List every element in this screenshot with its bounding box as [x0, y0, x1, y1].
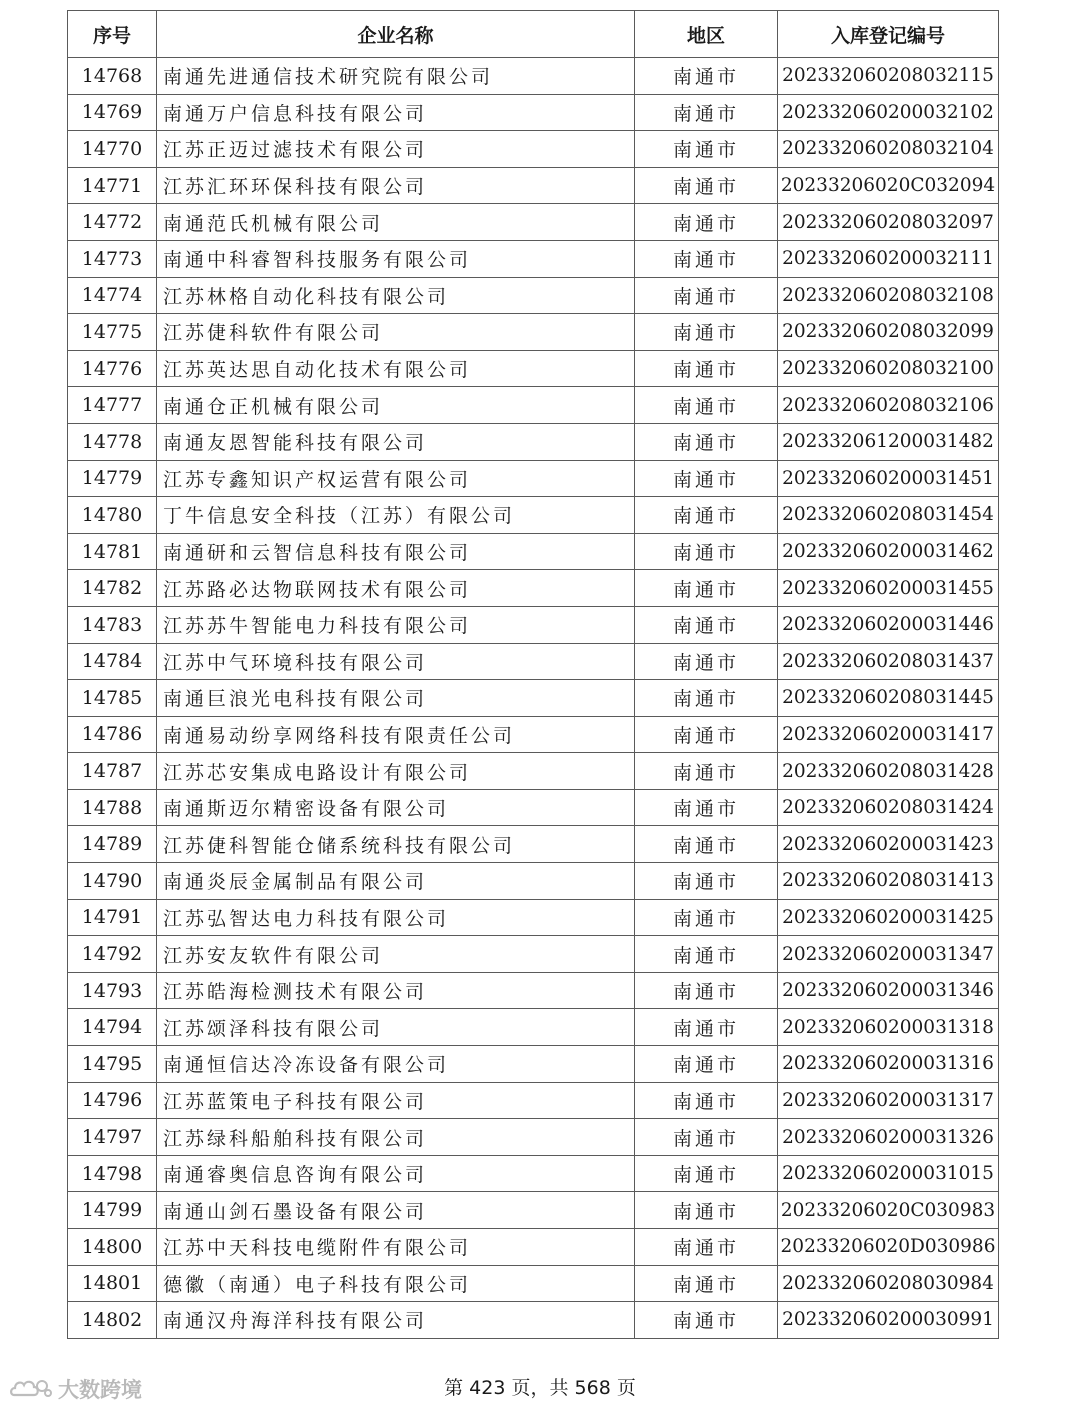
table-row	[68, 1229, 999, 1266]
table-row	[68, 899, 999, 936]
cell-registration-code: 20233206020C030983	[778, 1192, 999, 1229]
cell-registration-code: 202332060208031445	[778, 680, 999, 717]
cell-registration-code: 202332060200031316	[778, 1046, 999, 1083]
table-row	[68, 1302, 999, 1339]
cell-company-name: 江苏专鑫知识产权运营有限公司	[157, 460, 635, 497]
table-row	[68, 1265, 999, 1302]
cell-serial-number: 14779	[68, 460, 157, 497]
cell-region: 南通市	[635, 1009, 778, 1046]
cell-company-name: 南通先进通信技术研究院有限公司	[157, 58, 635, 95]
cell-region: 南通市	[635, 899, 778, 936]
cell-registration-code: 202332060200031346	[778, 972, 999, 1009]
table-row	[68, 240, 999, 277]
cell-serial-number: 14790	[68, 863, 157, 900]
table-row	[68, 936, 999, 973]
cell-company-name: 江苏绿科船舶科技有限公司	[157, 1119, 635, 1156]
header-company-name: 企业名称	[157, 11, 635, 58]
cell-registration-code: 202332060200032102	[778, 94, 999, 131]
cell-region: 南通市	[635, 350, 778, 387]
table-row	[68, 94, 999, 131]
cell-region: 南通市	[635, 1302, 778, 1339]
cell-registration-code: 202332060208031428	[778, 753, 999, 790]
cell-serial-number: 14768	[68, 58, 157, 95]
table-row	[68, 1119, 999, 1156]
cell-company-name: 南通范氏机械有限公司	[157, 204, 635, 241]
cell-serial-number: 14799	[68, 1192, 157, 1229]
cell-company-name: 南通斯迈尔精密设备有限公司	[157, 789, 635, 826]
enterprise-table-container	[67, 10, 998, 1339]
table-row	[68, 423, 999, 460]
cell-serial-number: 14784	[68, 643, 157, 680]
cell-serial-number: 14789	[68, 826, 157, 863]
cell-registration-code: 202332060200031317	[778, 1082, 999, 1119]
cell-region: 南通市	[635, 716, 778, 753]
cell-company-name: 南通炎辰金属制品有限公司	[157, 863, 635, 900]
table-row	[68, 606, 999, 643]
table-row	[68, 716, 999, 753]
cell-serial-number: 14778	[68, 423, 157, 460]
table-row	[68, 863, 999, 900]
cell-registration-code: 202332060200031318	[778, 1009, 999, 1046]
cell-registration-code: 202332060208032108	[778, 277, 999, 314]
cell-serial-number: 14792	[68, 936, 157, 973]
table-row	[68, 826, 999, 863]
cell-registration-code: 202332060208032100	[778, 350, 999, 387]
cell-registration-code: 202332060200031423	[778, 826, 999, 863]
cell-region: 南通市	[635, 1119, 778, 1156]
cell-company-name: 南通万户信息科技有限公司	[157, 94, 635, 131]
cell-serial-number: 14769	[68, 94, 157, 131]
cell-company-name: 南通睿奥信息咨询有限公司	[157, 1155, 635, 1192]
cell-region: 南通市	[635, 680, 778, 717]
cell-serial-number: 14793	[68, 972, 157, 1009]
cell-serial-number: 14802	[68, 1302, 157, 1339]
header-serial-number: 序号	[68, 11, 157, 58]
page-number-footer: 第 423 页，共 568 页	[444, 1377, 636, 1399]
cell-serial-number: 14782	[68, 570, 157, 607]
cell-serial-number: 14787	[68, 753, 157, 790]
cell-serial-number: 14797	[68, 1119, 157, 1156]
cell-serial-number: 14788	[68, 789, 157, 826]
cell-serial-number: 14780	[68, 497, 157, 534]
cell-company-name: 江苏皓海检测技术有限公司	[157, 972, 635, 1009]
cell-region: 南通市	[635, 1192, 778, 1229]
table-row	[68, 680, 999, 717]
cell-region: 南通市	[635, 240, 778, 277]
cell-company-name: 江苏苏牛智能电力科技有限公司	[157, 606, 635, 643]
cell-company-name: 丁牛信息安全科技（江苏）有限公司	[157, 497, 635, 534]
table-row	[68, 314, 999, 351]
cell-serial-number: 14771	[68, 167, 157, 204]
cell-company-name: 南通中科睿智科技服务有限公司	[157, 240, 635, 277]
cell-serial-number: 14777	[68, 387, 157, 424]
table-row	[68, 570, 999, 607]
cell-company-name: 江苏倢科智能仓储系统科技有限公司	[157, 826, 635, 863]
cell-registration-code: 202332060208031424	[778, 789, 999, 826]
cell-registration-code: 202332060200032111	[778, 240, 999, 277]
table-row	[68, 972, 999, 1009]
cell-serial-number: 14801	[68, 1265, 157, 1302]
cell-registration-code: 202332060200030991	[778, 1302, 999, 1339]
cell-registration-code: 202332060200031326	[778, 1119, 999, 1156]
cell-serial-number: 14800	[68, 1229, 157, 1266]
cell-company-name: 江苏芯安集成电路设计有限公司	[157, 753, 635, 790]
cell-serial-number: 14772	[68, 204, 157, 241]
cell-region: 南通市	[635, 204, 778, 241]
table-row	[68, 460, 999, 497]
cell-company-name: 江苏蓝策电子科技有限公司	[157, 1082, 635, 1119]
cell-serial-number: 14796	[68, 1082, 157, 1119]
table-row	[68, 1009, 999, 1046]
table-row	[68, 497, 999, 534]
table-row	[68, 204, 999, 241]
cell-serial-number: 14776	[68, 350, 157, 387]
cell-region: 南通市	[635, 826, 778, 863]
cell-registration-code: 202332061200031482	[778, 423, 999, 460]
cell-company-name: 南通仓正机械有限公司	[157, 387, 635, 424]
cell-serial-number: 14775	[68, 314, 157, 351]
cell-registration-code: 202332060208031437	[778, 643, 999, 680]
cell-registration-code: 202332060208032104	[778, 131, 999, 168]
cell-region: 南通市	[635, 58, 778, 95]
table-row	[68, 1155, 999, 1192]
cell-registration-code: 202332060208032115	[778, 58, 999, 95]
table-row	[68, 643, 999, 680]
cell-region: 南通市	[635, 863, 778, 900]
cell-region: 南通市	[635, 387, 778, 424]
cell-company-name: 江苏中气环境科技有限公司	[157, 643, 635, 680]
cell-company-name: 南通汉舟海洋科技有限公司	[157, 1302, 635, 1339]
cell-serial-number: 14785	[68, 680, 157, 717]
cell-registration-code: 202332060208032099	[778, 314, 999, 351]
cell-registration-code: 202332060208032097	[778, 204, 999, 241]
cell-serial-number: 14786	[68, 716, 157, 753]
table-header-row	[68, 11, 999, 58]
table-row	[68, 350, 999, 387]
cell-region: 南通市	[635, 606, 778, 643]
table-row	[68, 277, 999, 314]
cell-company-name: 德徽（南通）电子科技有限公司	[157, 1265, 635, 1302]
cell-registration-code: 202332060208031413	[778, 863, 999, 900]
cell-registration-code: 202332060208032106	[778, 387, 999, 424]
watermark-text: 大数跨境	[58, 1378, 142, 1402]
table-row	[68, 753, 999, 790]
cell-region: 南通市	[635, 936, 778, 973]
cell-registration-code: 20233206020D030986	[778, 1229, 999, 1266]
cell-registration-code: 202332060200031462	[778, 533, 999, 570]
cell-region: 南通市	[635, 1265, 778, 1302]
cell-serial-number: 14770	[68, 131, 157, 168]
table-row	[68, 131, 999, 168]
table-body	[68, 58, 999, 1339]
table-row	[68, 1082, 999, 1119]
cell-region: 南通市	[635, 643, 778, 680]
cell-registration-code: 202332060200031425	[778, 899, 999, 936]
cell-region: 南通市	[635, 753, 778, 790]
cell-company-name: 江苏正迈过滤技术有限公司	[157, 131, 635, 168]
cell-registration-code: 202332060200031451	[778, 460, 999, 497]
table-row	[68, 58, 999, 95]
cell-region: 南通市	[635, 570, 778, 607]
cell-company-name: 江苏英达思自动化技术有限公司	[157, 350, 635, 387]
cell-region: 南通市	[635, 1229, 778, 1266]
cell-region: 南通市	[635, 314, 778, 351]
table-row	[68, 387, 999, 424]
cell-registration-code: 202332060200031446	[778, 606, 999, 643]
cell-company-name: 江苏中天科技电缆附件有限公司	[157, 1229, 635, 1266]
cell-region: 南通市	[635, 167, 778, 204]
cell-registration-code: 202332060208031454	[778, 497, 999, 534]
cell-region: 南通市	[635, 497, 778, 534]
cell-registration-code: 202332060200031015	[778, 1155, 999, 1192]
cell-region: 南通市	[635, 1082, 778, 1119]
cell-region: 南通市	[635, 789, 778, 826]
cell-region: 南通市	[635, 460, 778, 497]
cell-registration-code: 202332060200031455	[778, 570, 999, 607]
cell-registration-code: 202332060200031347	[778, 936, 999, 973]
cell-serial-number: 14773	[68, 240, 157, 277]
cell-company-name: 江苏林格自动化科技有限公司	[157, 277, 635, 314]
cell-region: 南通市	[635, 1046, 778, 1083]
cell-registration-code: 20233206020C032094	[778, 167, 999, 204]
cell-company-name: 南通巨浪光电科技有限公司	[157, 680, 635, 717]
cell-company-name: 江苏颂泽科技有限公司	[157, 1009, 635, 1046]
cell-serial-number: 14783	[68, 606, 157, 643]
cell-company-name: 江苏弘智达电力科技有限公司	[157, 899, 635, 936]
cell-region: 南通市	[635, 533, 778, 570]
table-row	[68, 1046, 999, 1083]
table-header	[68, 11, 999, 58]
cell-serial-number: 14795	[68, 1046, 157, 1083]
cell-company-name: 江苏汇环环保科技有限公司	[157, 167, 635, 204]
cell-region: 南通市	[635, 972, 778, 1009]
table-row	[68, 533, 999, 570]
cell-registration-code: 202332060200031417	[778, 716, 999, 753]
header-registration-code: 入库登记编号	[778, 11, 999, 58]
table-row	[68, 789, 999, 826]
cell-serial-number: 14791	[68, 899, 157, 936]
cell-serial-number: 14798	[68, 1155, 157, 1192]
cell-region: 南通市	[635, 131, 778, 168]
cell-company-name: 江苏倢科软件有限公司	[157, 314, 635, 351]
cell-company-name: 南通易动纷享网络科技有限责任公司	[157, 716, 635, 753]
cell-company-name: 南通友恩智能科技有限公司	[157, 423, 635, 460]
cell-region: 南通市	[635, 423, 778, 460]
table-row	[68, 167, 999, 204]
cell-company-name: 南通恒信达冷冻设备有限公司	[157, 1046, 635, 1083]
cell-region: 南通市	[635, 94, 778, 131]
header-region: 地区	[635, 11, 778, 58]
cell-serial-number: 14774	[68, 277, 157, 314]
table-row	[68, 1192, 999, 1229]
cell-company-name: 南通山剑石墨设备有限公司	[157, 1192, 635, 1229]
cell-company-name: 江苏安友软件有限公司	[157, 936, 635, 973]
cell-company-name: 南通研和云智信息科技有限公司	[157, 533, 635, 570]
cell-company-name: 江苏路必达物联网技术有限公司	[157, 570, 635, 607]
cell-serial-number: 14781	[68, 533, 157, 570]
cell-serial-number: 14794	[68, 1009, 157, 1046]
cell-region: 南通市	[635, 1155, 778, 1192]
cell-region: 南通市	[635, 277, 778, 314]
enterprise-table	[67, 10, 999, 1339]
cell-registration-code: 202332060208030984	[778, 1265, 999, 1302]
